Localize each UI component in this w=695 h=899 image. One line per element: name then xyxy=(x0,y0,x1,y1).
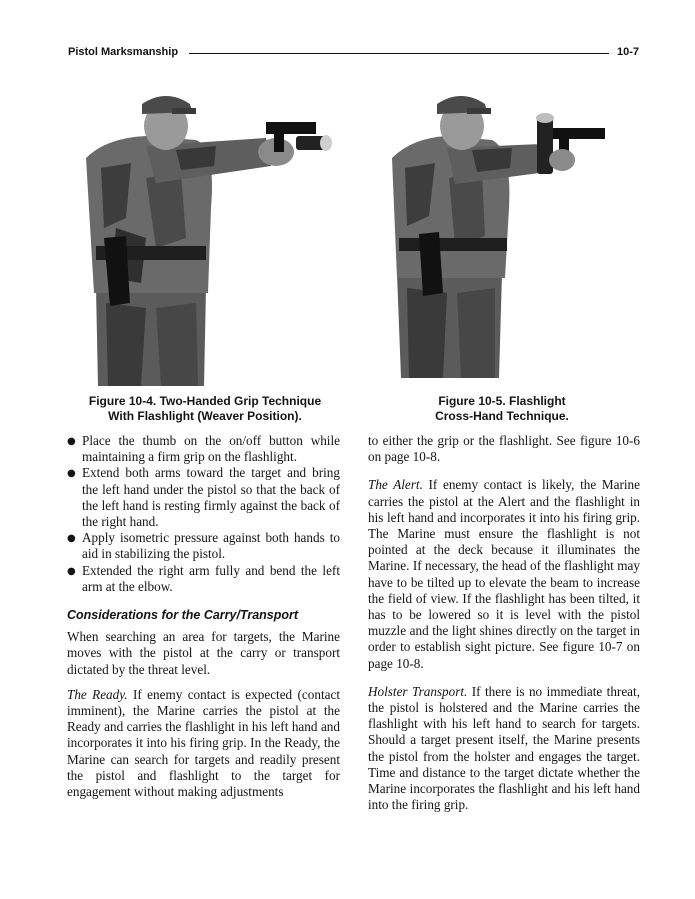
paragraph-lead: Holster Transport. xyxy=(368,683,468,699)
bullet-text: Apply isometric pressure against both hands to aid in stabilizing the pistol. xyxy=(82,530,340,562)
figure-10-5-photo xyxy=(377,88,619,386)
bullet-icon: ● xyxy=(67,436,76,447)
caption-line: Cross-Hand Technique. xyxy=(435,409,569,423)
paragraph-lead: The Ready. xyxy=(67,686,128,702)
bullet-text: Extend both arms toward the target and bring the left hand under the pistol so that the back of the left hand is resting firmly against the back of the right hand. xyxy=(82,465,340,530)
caption-line: With Flashlight (Weaver Position). xyxy=(108,409,302,423)
bullet-text: Extended the right arm fully and bend the left arm at the elbow. xyxy=(82,562,340,594)
paragraph-body: If there is no immediate threat, the pistol is holstered and the Marine carries the flashlight with his left hand to search for targets. Should a target present itself, the Marine presents the pistol from the holster and engages the target. Time and distance to the target dictate whether the Marine incorporates the flashlight and his left hand into the firing grip. xyxy=(368,683,640,813)
bullet-item xyxy=(67,563,340,595)
paragraph-body: If enemy contact is likely, the Marine carries the pistol at the Alert and the flashlight in his left hand and incorporates it into his firing grip. The Marine must ensure the flashlight is not pointed at the deck because it illuminates the Marine. If necessary, the head of the flashlight may have to be tilted up to elevate the beam to increase the field of view. If the flashlight has been tilted, it has to be lowered so it is level with the pistol muzzle and the light shines directly on the target in order to establish sight picture. See figure 10-7 on page 10-8. xyxy=(368,477,640,671)
subheading: Considerations for the Carry/Transport xyxy=(67,608,299,623)
running-header xyxy=(68,46,639,60)
alert-paragraph xyxy=(368,477,640,671)
bullet-icon: ● xyxy=(67,533,76,545)
paragraph: When searching an area for targets, the Marine moves with the pistol at the carry or transport dictated by the threat level. xyxy=(67,629,340,677)
marine-weaver-illustration xyxy=(86,88,340,386)
bullet-icon: ● xyxy=(67,468,76,480)
paragraph-body: If enemy contact is expected (contact imminent), the Marine carries the pistol at the Ready and carries the flashlight in his left hand and incorporates it into his firing grip. In the Ready, the Marine can search for targets and readily present the pistol and flashlight to the target for engagement without making adjustments xyxy=(67,686,340,800)
page-number: 10-7 xyxy=(616,46,639,58)
figure-10-4-caption xyxy=(60,394,350,424)
left-column xyxy=(67,433,340,809)
bullet-item xyxy=(67,433,340,465)
holster-paragraph xyxy=(368,684,640,814)
bullet-item xyxy=(67,465,340,530)
right-column xyxy=(368,433,640,822)
caption-line: Figure 10-5. Flashlight xyxy=(438,394,566,408)
marine-cross-hand-illustration xyxy=(377,88,619,386)
bullet-text: Place the thumb on the on/off button while maintaining a firm grip on the flashlight. xyxy=(82,433,340,465)
bullet-icon: ● xyxy=(67,565,76,577)
paragraph: to either the grip or the flashlight. See figure 10-6 on page 10-8. xyxy=(368,433,640,465)
figure-10-4-photo xyxy=(86,88,340,386)
paragraph-lead: The Alert. xyxy=(368,477,423,493)
caption-line: Figure 10-4. Two-Handed Grip Technique xyxy=(88,394,322,408)
header-rule xyxy=(189,53,609,54)
figure-10-5-caption xyxy=(372,394,632,424)
section-title: Pistol Marksmanship xyxy=(68,46,179,58)
bullet-item xyxy=(67,530,340,562)
ready-paragraph xyxy=(67,687,340,800)
